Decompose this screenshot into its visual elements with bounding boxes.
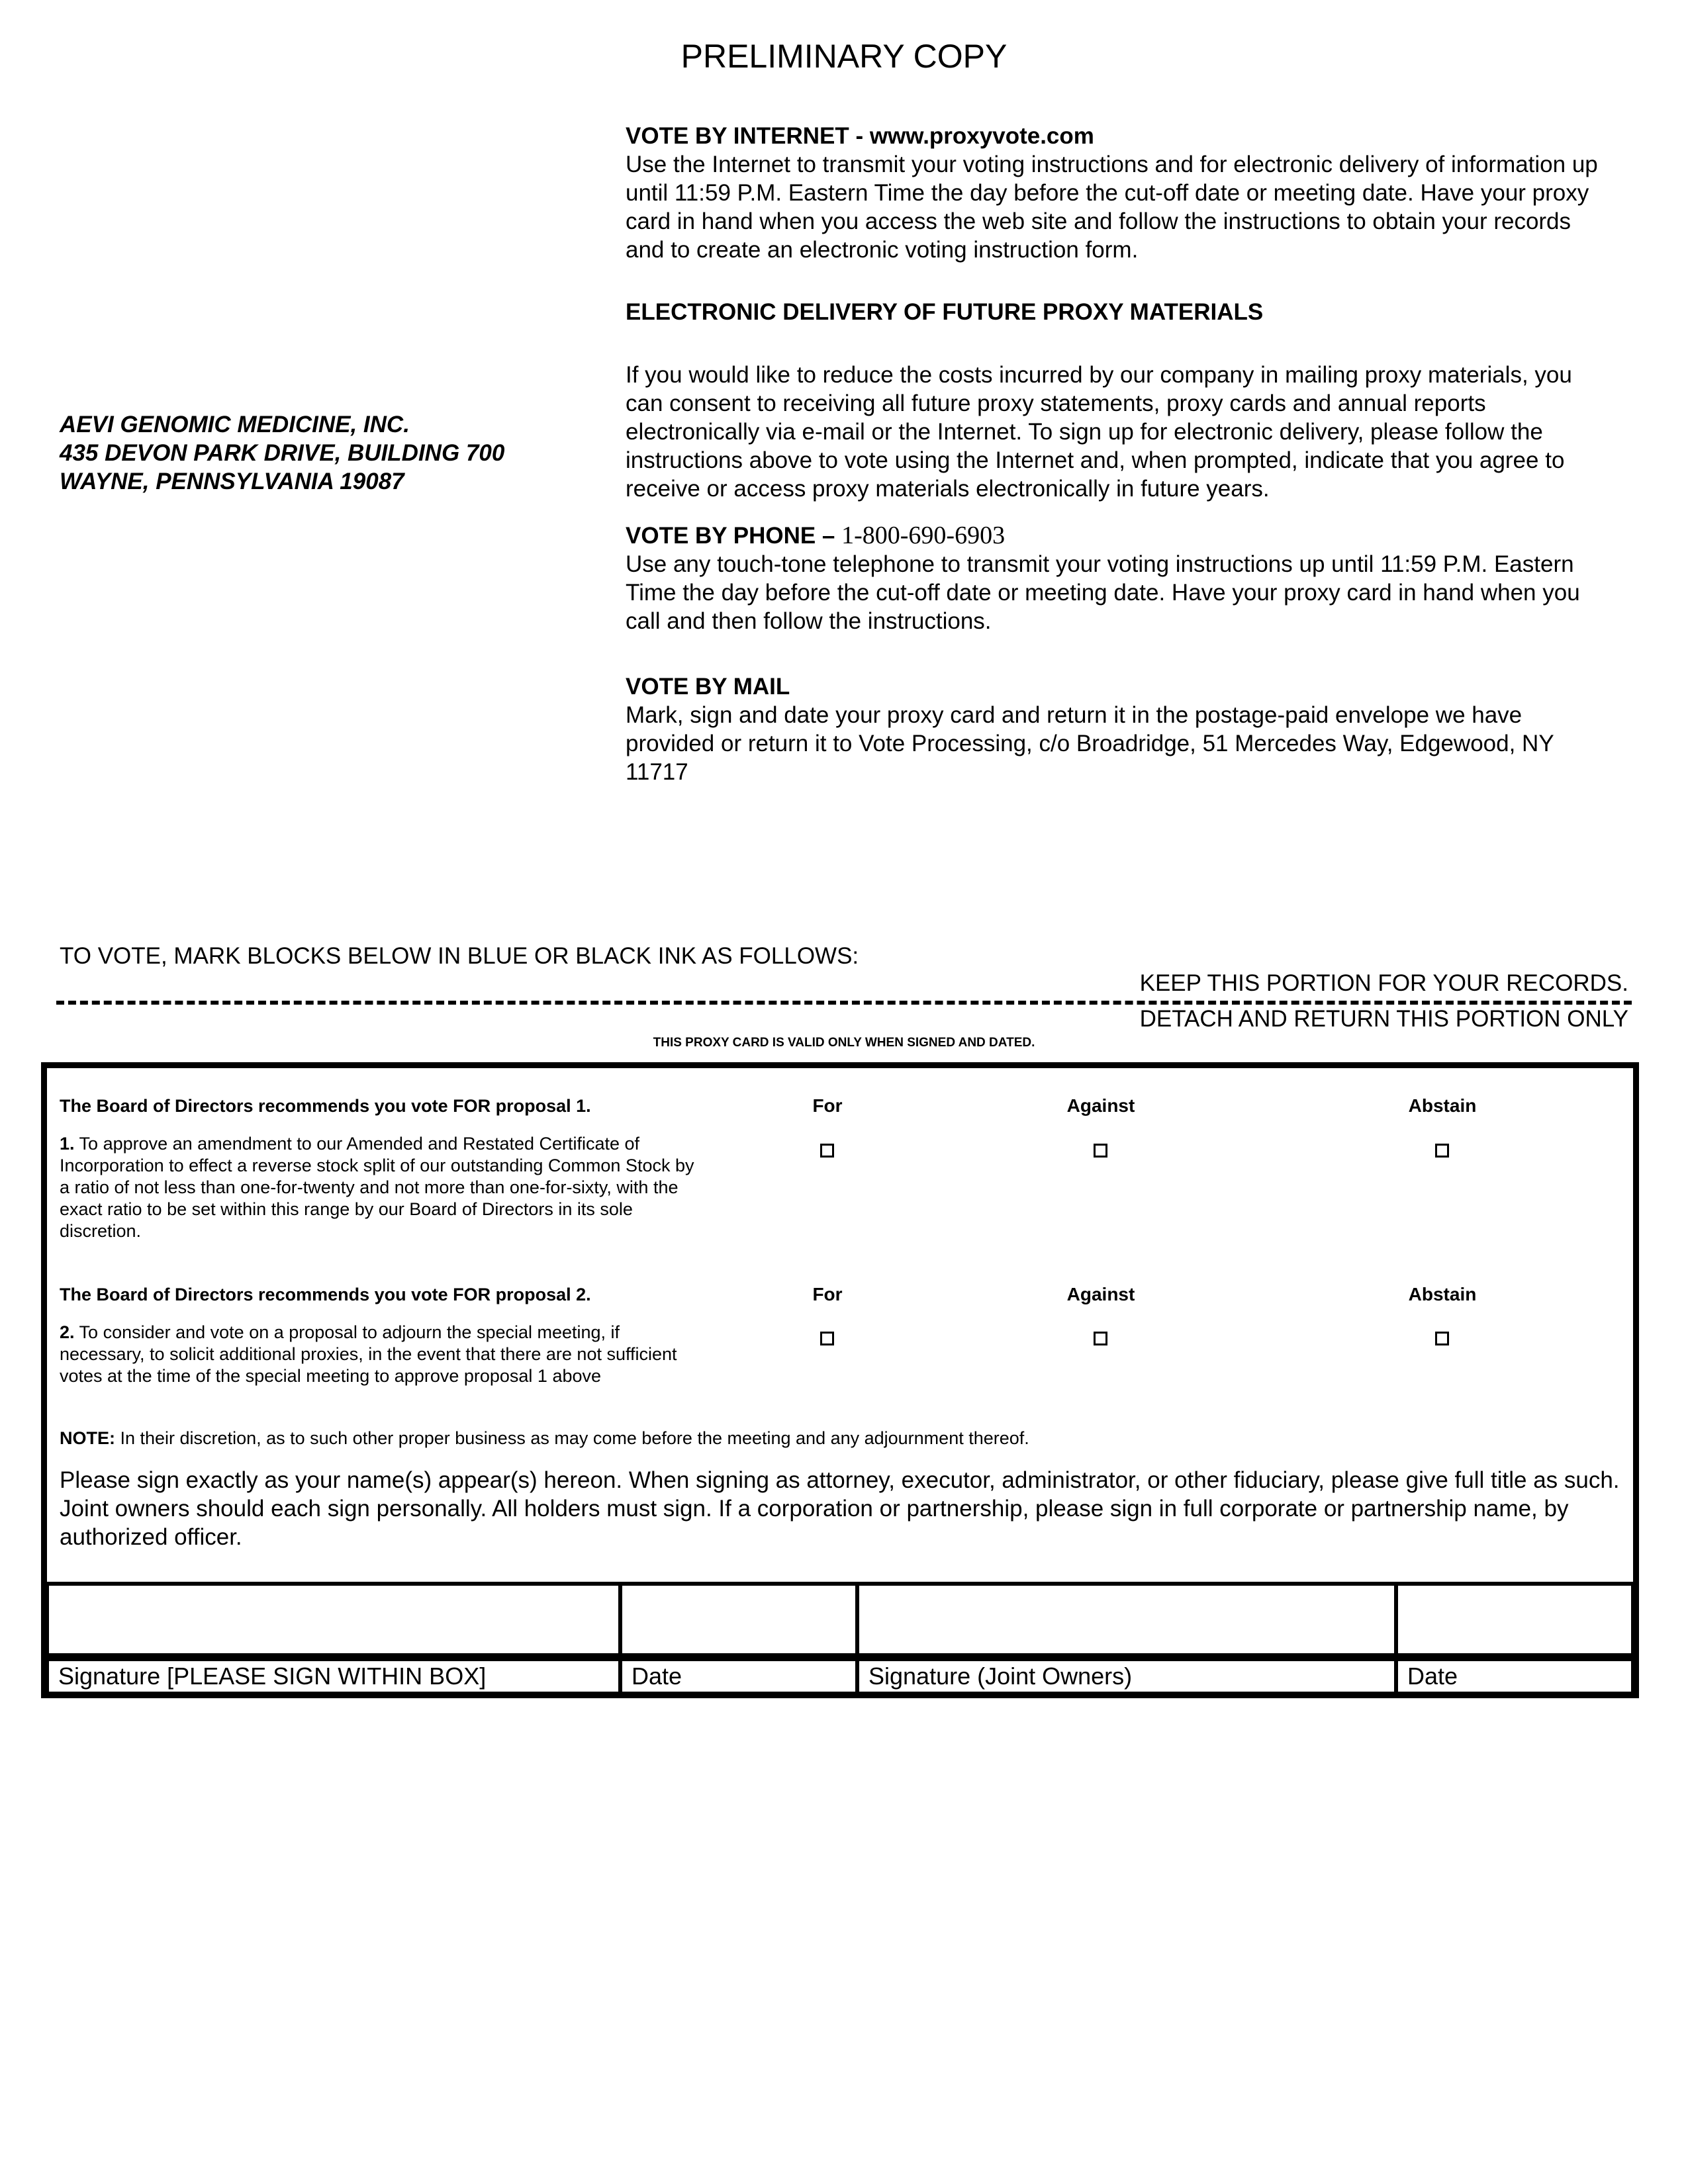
company-city: WAYNE, PENNSYLVANIA 19087 xyxy=(60,469,404,494)
proposal-1-text xyxy=(60,1133,695,1242)
internet-section xyxy=(626,122,1612,264)
internet-heading: VOTE BY INTERNET - www.proxyvote.com xyxy=(626,123,1094,149)
signing-instructions: Please sign exactly as your name(s) appear(s) hereon. When signing as attorney, executor, administrator, or other fiduciary, please give full title as such. Joint owners should each sign personally. All holders must sign. If a corporation or partnership, please sign in full corporate or partnership name, by authorized officer. xyxy=(60,1467,1620,1550)
phone-number: 1-800-690-6903 xyxy=(841,522,1006,549)
joint-signature-box[interactable] xyxy=(855,1582,1398,1657)
signature-box[interactable] xyxy=(45,1582,622,1657)
proposal-1-for-checkbox[interactable] xyxy=(820,1144,834,1158)
joint-date-label: Date xyxy=(1394,1657,1635,1696)
proposal-1-against-checkbox[interactable] xyxy=(1094,1144,1107,1158)
proposal-2-description: To consider and vote on a proposal to adjourn the special meeting, if necessary, to solicit additional proxies, in the event that there are not sufficient votes at the time of the special meeting to approve proposal 1 above xyxy=(60,1322,677,1386)
proposal-2-number: 2. xyxy=(60,1322,75,1342)
electronic-delivery-section xyxy=(626,298,1612,326)
internet-body: Use the Internet to transmit your voting instructions and for electronic delivery of information up until 11:59 P.M. Eastern Time the day before the cut-off date or meeting date. Have your proxy card in hand when you access the web site and follow the instructions to obtain your records and to create an electronic voting instruction form. xyxy=(626,152,1598,263)
date-label: Date xyxy=(618,1657,859,1696)
detach-line xyxy=(56,1001,1632,1005)
company-address xyxy=(60,410,589,496)
proposal-1-against-header: Against xyxy=(1066,1095,1135,1116)
note-text: In their discretion, as to such other proper business as may come before the meeting and any adjournment thereof. xyxy=(115,1428,1029,1448)
mail-section xyxy=(626,672,1612,786)
detach-portion-text: DETACH AND RETURN THIS PORTION ONLY xyxy=(1139,1006,1628,1032)
mail-heading: VOTE BY MAIL xyxy=(626,674,790,700)
proposal-2-for-checkbox[interactable] xyxy=(820,1332,834,1345)
date-box[interactable] xyxy=(618,1582,859,1657)
phone-section xyxy=(626,522,1612,635)
signature-label: Signature [PLEASE SIGN WITHIN BOX] xyxy=(45,1657,622,1696)
note xyxy=(60,1428,1622,1449)
note-label: NOTE: xyxy=(60,1428,115,1448)
vote-instructions: TO VOTE, MARK BLOCKS BELOW IN BLUE OR BLACK INK AS FOLLOWS: xyxy=(60,943,859,969)
proposal-1-abstain-header: Abstain xyxy=(1408,1095,1477,1116)
proposal-2-abstain-header: Abstain xyxy=(1408,1284,1477,1304)
joint-date-box[interactable] xyxy=(1394,1582,1635,1657)
phone-body: Use any touch-tone telephone to transmit your voting instructions up until 11:59 P.M. Eastern Time the day before the cut-off date or meeting date. Have your proxy card in hand when you call and then follow the instructions. xyxy=(626,551,1580,634)
proposal-2-text xyxy=(60,1322,695,1387)
electronic-heading: ELECTRONIC DELIVERY OF FUTURE PROXY MATERIALS xyxy=(626,299,1264,325)
proposal-2-for-header: For xyxy=(812,1284,843,1304)
electronic-body: If you would like to reduce the costs incurred by our company in mailing proxy materials, you can consent to receiving all future proxy statements, proxy cards and annual reports electronically via e-mail or the Internet. To sign up for electronic delivery, please follow the instructions above to vote using the Internet and, when prompted, indicate that you agree to receive or access proxy materials electronically in future years. xyxy=(626,362,1572,502)
proposal-1-for-header: For xyxy=(812,1095,843,1116)
proposal-1-abstain-checkbox[interactable] xyxy=(1435,1144,1449,1158)
proposal-1-description: To approve an amendment to our Amended and Restated Certificate of Incorporation to effect a reverse stock split of our outstanding Common Stock by a ratio of not less than one-for-twenty and not more than one-for-sixty, with the exact ratio to be set within this range by our Board of Directors in its sole discretion. xyxy=(60,1134,694,1241)
proposal-2-abstain-checkbox[interactable] xyxy=(1435,1332,1449,1345)
mail-body: Mark, sign and date your proxy card and return it in the postage-paid envelope we have provided or return it to Vote Processing, c/o Broadridge, 51 Mercedes Way, Edgewood, NY 11717 xyxy=(626,702,1554,785)
company-street: 435 DEVON PARK DRIVE, BUILDING 700 xyxy=(60,440,505,466)
phone-heading: VOTE BY PHONE – xyxy=(626,523,842,549)
joint-signature-label: Signature (Joint Owners) xyxy=(855,1657,1398,1696)
valid-notice: THIS PROXY CARD IS VALID ONLY WHEN SIGNED AND DATED. xyxy=(653,1036,1035,1050)
proposal-2-against-checkbox[interactable] xyxy=(1094,1332,1107,1345)
page-title: PRELIMINARY COPY xyxy=(680,38,1008,75)
electronic-delivery-body-wrap xyxy=(626,361,1612,503)
proposal-2-recommendation: The Board of Directors recommends you vote FOR proposal 2. xyxy=(60,1285,591,1304)
proposal-1-recommendation: The Board of Directors recommends you vote FOR proposal 1. xyxy=(60,1096,591,1116)
keep-portion-text: KEEP THIS PORTION FOR YOUR RECORDS. xyxy=(1139,970,1628,996)
phone-heading-line xyxy=(626,522,1612,550)
company-name: AEVI GENOMIC MEDICINE, INC. xyxy=(60,412,410,437)
proposal-2-against-header: Against xyxy=(1066,1284,1135,1304)
proposal-1-number: 1. xyxy=(60,1134,75,1154)
